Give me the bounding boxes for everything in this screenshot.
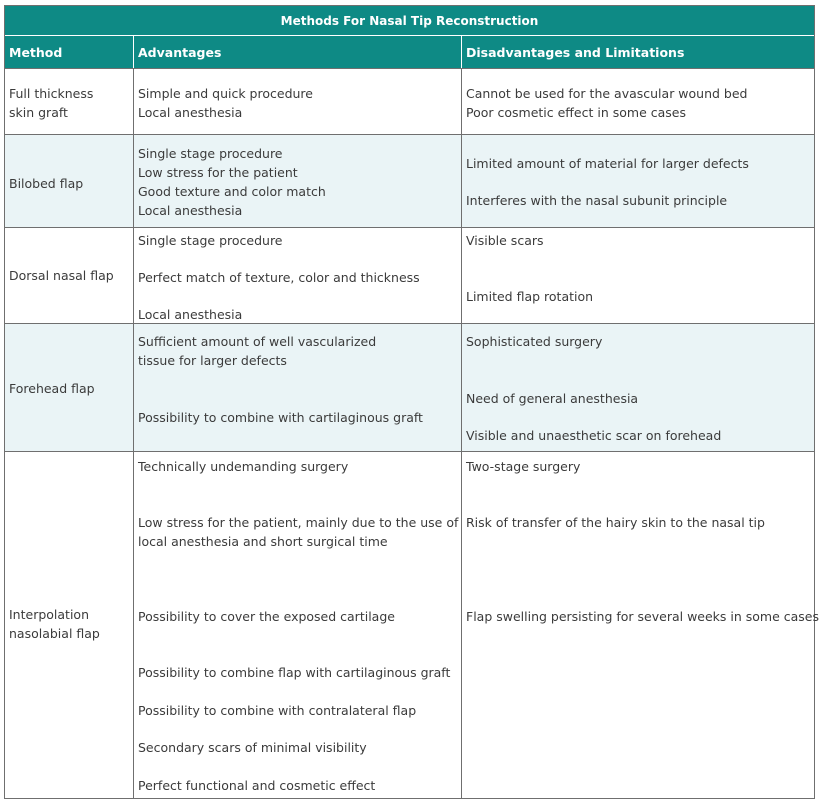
advantage-item-line: Possibility to combine with cartilaginous graft xyxy=(138,410,423,425)
table-row xyxy=(5,68,814,134)
advantage-item-line: tissue for larger defects xyxy=(138,353,287,368)
advantage-item-line: Low stress for the patient, mainly due to the use of xyxy=(138,515,459,530)
advantage-item xyxy=(138,663,450,682)
disadvantage-item xyxy=(466,287,593,306)
advantage-item xyxy=(138,701,416,720)
advantage-item-line: local anesthesia and short surgical time xyxy=(138,534,388,549)
disadvantage-item xyxy=(466,513,765,532)
disadvantage-item xyxy=(466,191,727,210)
method-name-line: nasolabial flap xyxy=(9,626,100,641)
advantage-item-line: Local anesthesia xyxy=(138,307,243,322)
header-method: Method xyxy=(9,44,63,60)
table-row xyxy=(5,451,819,798)
disadvantage-item xyxy=(466,332,602,351)
table-row xyxy=(5,134,814,227)
method-name-line: Dorsal nasal flap xyxy=(9,268,114,283)
method-name-line: Bilobed flap xyxy=(9,176,84,191)
advantage-item xyxy=(138,332,376,370)
advantage-item xyxy=(138,408,423,427)
disadvantage-item-line: Need of general anesthesia xyxy=(466,391,639,406)
advantage-item xyxy=(138,607,395,626)
disadvantage-item-line: Risk of transfer of the hairy skin to the nasal tip xyxy=(466,515,765,530)
nasal-tip-reconstruction-table xyxy=(4,5,819,799)
advantage-cell xyxy=(133,69,461,134)
disadvantage-item xyxy=(466,607,819,626)
disadvantage-item-line: Poor cosmetic effect in some cases xyxy=(466,105,686,120)
method-name-line: Interpolation xyxy=(9,607,89,622)
advantage-item-line: Local anesthesia xyxy=(138,105,243,120)
method-cell xyxy=(5,324,133,451)
advantage-item-line: Simple and quick procedure xyxy=(138,86,313,101)
disadvantage-item xyxy=(466,154,749,173)
disadvantage-item xyxy=(466,231,544,250)
disadvantage-item-line: Cannot be used for the avascular wound bed xyxy=(466,86,748,101)
disadvantage-item-line: Two-stage surgery xyxy=(466,459,581,474)
method-cell xyxy=(5,135,133,227)
advantage-cell xyxy=(133,135,461,227)
advantage-item-line: Low stress for the patient xyxy=(138,165,298,180)
header-advantages: Advantages xyxy=(133,36,461,68)
table-header-row xyxy=(5,36,814,68)
advantage-item xyxy=(138,776,375,795)
advantage-item xyxy=(138,144,283,163)
table-row xyxy=(5,227,814,323)
method-name-line: skin graft xyxy=(9,105,68,120)
disadvantage-item xyxy=(466,457,580,476)
disadvantage-cell xyxy=(461,69,814,134)
method-name-line: Forehead flap xyxy=(9,381,95,396)
advantage-item-line: Possibility to combine with contralateral flap xyxy=(138,703,417,718)
method-name-line: Full thickness xyxy=(9,86,94,101)
advantage-item-line: Good texture and color match xyxy=(138,184,326,199)
advantage-cell xyxy=(133,452,461,798)
method-cell xyxy=(5,69,133,134)
disadvantage-item xyxy=(466,426,721,445)
disadvantage-cell xyxy=(461,135,814,227)
method-name xyxy=(9,605,100,643)
disadvantage-item-line: Limited amount of material for larger defects xyxy=(466,156,749,171)
disadvantage-cell xyxy=(461,324,814,451)
advantage-item-line: Perfect functional and cosmetic effect xyxy=(138,778,376,793)
advantage-item xyxy=(138,268,420,287)
disadvantage-item-line: Visible and unaesthetic scar on forehead xyxy=(466,428,722,443)
advantage-item-line: Single stage procedure xyxy=(138,233,283,248)
advantage-item-line: Secondary scars of minimal visibility xyxy=(138,740,367,755)
table-row xyxy=(5,323,814,451)
method-name xyxy=(9,266,114,285)
advantage-item xyxy=(138,457,348,476)
disadvantage-item xyxy=(466,84,748,103)
advantage-item xyxy=(138,182,326,201)
advantage-item xyxy=(138,84,313,103)
table-body xyxy=(5,68,819,798)
advantage-item xyxy=(138,738,367,757)
advantage-cell xyxy=(133,324,461,451)
advantage-item-line: Technically undemanding surgery xyxy=(138,459,349,474)
disadvantage-item-line: Flap swelling persisting for several weeks in some cases xyxy=(466,609,819,624)
advantage-item xyxy=(138,305,242,324)
disadvantage-cell xyxy=(461,228,814,323)
advantage-item xyxy=(138,201,242,220)
table-title: Methods For Nasal Tip Reconstruction xyxy=(5,6,814,36)
disadvantage-item-line: Limited flap rotation xyxy=(466,289,594,304)
advantage-item-line: Sufficient amount of well vascularized xyxy=(138,334,377,349)
disadvantage-cell xyxy=(461,452,819,798)
disadvantage-item-line: Visible scars xyxy=(466,233,544,248)
header-disadvantages: Disadvantages and Limitations xyxy=(461,36,814,68)
advantage-item-line: Local anesthesia xyxy=(138,203,243,218)
advantage-item-line: Perfect match of texture, color and thickness xyxy=(138,270,420,285)
method-cell xyxy=(5,452,133,798)
advantage-cell xyxy=(133,228,461,323)
disadvantage-item xyxy=(466,389,638,408)
method-name xyxy=(9,84,93,122)
disadvantage-item-line: Interferes with the nasal subunit principle xyxy=(466,193,728,208)
method-name xyxy=(9,379,95,398)
method-name xyxy=(9,174,83,193)
advantage-item-line: Possibility to combine flap with cartilaginous graft xyxy=(138,665,451,680)
method-cell xyxy=(5,228,133,323)
advantage-item xyxy=(138,103,242,122)
disadvantage-item-line: Sophisticated surgery xyxy=(466,334,603,349)
advantage-item-line: Possibility to cover the exposed cartilage xyxy=(138,609,395,624)
advantage-item-line: Single stage procedure xyxy=(138,146,283,161)
advantage-item xyxy=(138,231,283,250)
advantage-item xyxy=(138,513,458,551)
advantage-item xyxy=(138,163,298,182)
disadvantage-item xyxy=(466,103,686,122)
